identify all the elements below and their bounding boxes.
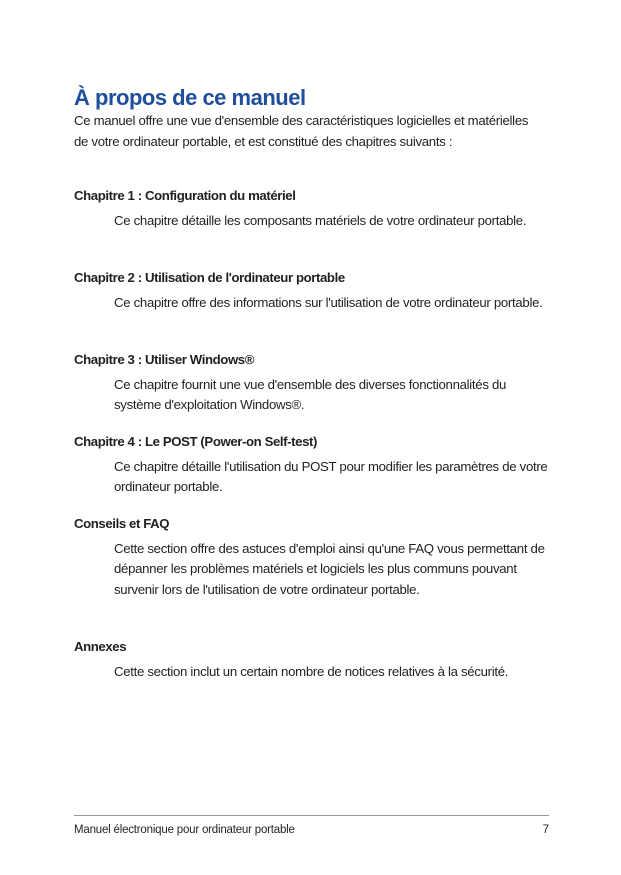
footer-divider: [74, 815, 549, 816]
chapter-description: Ce chapitre détaille l'utilisation du POST pour modifier les paramètres de votre ordinateur portable.: [114, 458, 548, 494]
section-entry-appendices: [74, 637, 554, 678]
section-heading: Conseils et FAQ: [74, 516, 170, 531]
intro-paragraph: Ce manuel offre une vue d'ensemble des caractéristiques logicielles et matérielles de votre ordinateur portable, et est constitué des chapitres suivants :: [74, 113, 529, 149]
chapter-heading: Chapitre 1 : Configuration du matériel: [74, 188, 296, 203]
section-heading: Annexes: [74, 639, 127, 654]
footer-manual-title: Manuel électronique pour ordinateur portable: [74, 824, 295, 836]
chapter-entry-1: [74, 186, 554, 268]
chapter-description: Ce chapitre offre des informations sur l'utilisation de votre ordinateur portable.: [114, 294, 543, 310]
section-description: Cette section inclut un certain nombre de notices relatives à la sécurité.: [114, 663, 509, 679]
chapter-heading: Chapitre 3 : Utiliser Windows®: [74, 352, 255, 367]
chapter-entry-4: [74, 432, 554, 514]
section-description: Cette section offre des astuces d'emploi ainsi qu'une FAQ vous permettant de dépanner les problèmes matériels et logiciels les plus communs pouvant survenir lors de l'utilisation de votre ordinateur portable.: [114, 540, 545, 597]
chapter-heading: Chapitre 2 : Utilisation de l'ordinateur portable: [74, 270, 345, 285]
page-title: À propos de ce manuel: [74, 84, 306, 110]
page-number: 7: [542, 824, 549, 836]
chapter-list: [74, 186, 554, 678]
section-entry-tips-faq: [74, 514, 554, 637]
chapter-entry-3: [74, 350, 554, 432]
chapter-entry-2: [74, 268, 554, 350]
chapter-description: Ce chapitre détaille les composants matériels de votre ordinateur portable.: [114, 212, 527, 228]
chapter-description: Ce chapitre fournit une vue d'ensemble des diverses fonctionnalités du système d'exploitation Windows®.: [114, 376, 507, 412]
chapter-heading: Chapitre 4 : Le POST (Power-on Self-test): [74, 434, 317, 449]
